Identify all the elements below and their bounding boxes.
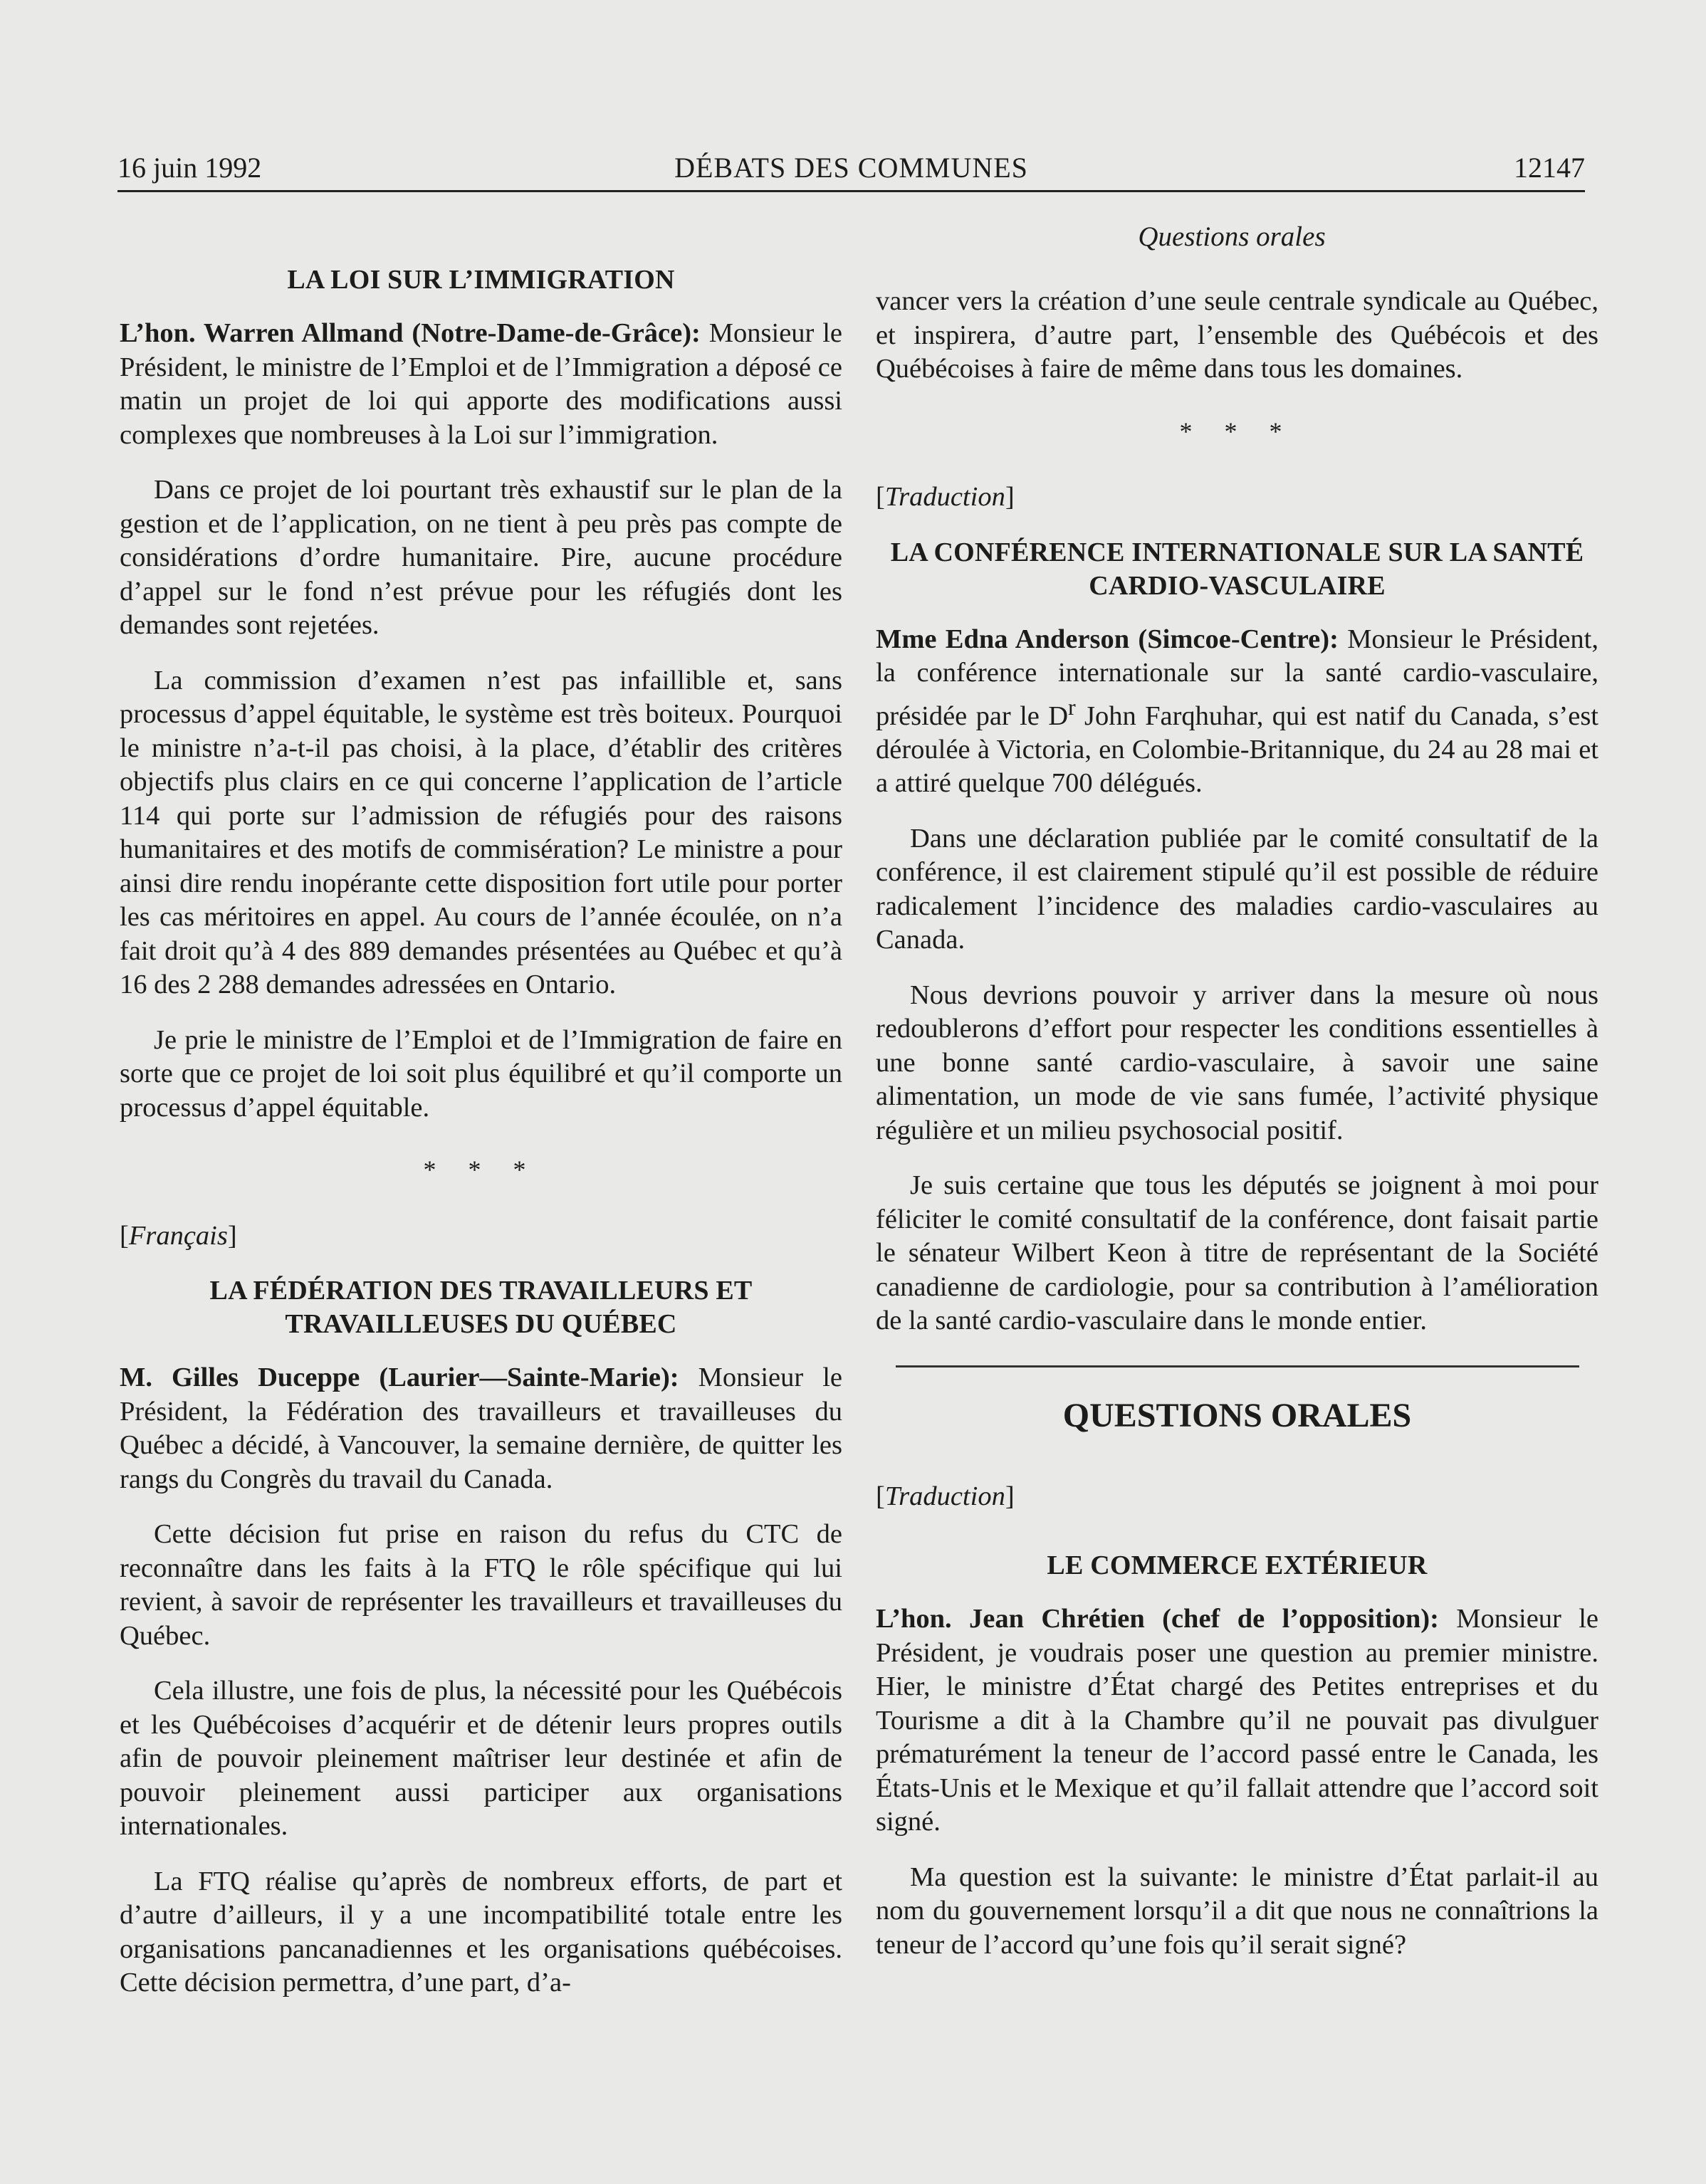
language-label: Français (128, 1220, 228, 1251)
paragraph-text: John Farqhuhar, qui est natif du Canada, s’est déroulée à Victoria, en Colombie-Britannique, du 24 au 28 mai et a attiré quelque 700 délégués. (876, 700, 1599, 799)
paragraph-text: Monsieur le Président, je voudrais poser une question au premier ministre. Hier, le ministre d’État chargé des Petites entreprises et du Tourisme a dit à la Chambre qu’il ne pouvait pas divulguer prématurément la teneur de l’accord passé entre le Canada, les États-Unis et le Mexique et qu’il fallait attendre que l’accord soit signé. (876, 1604, 1598, 1837)
statement-allmand (120, 317, 842, 452)
section-separator: * * * (423, 1155, 539, 1184)
paragraph: Je prie le ministre de l’Emploi et de l’Immigration de faire en sorte que ce projet de loi soit plus équilibré et qu’il comporte un processus d’appel équitable. (120, 1024, 842, 1123)
header-title: DÉBATS DES COMMUNES (674, 152, 1028, 184)
heading-immigration: LA LOI SUR L’IMMIGRATION (287, 265, 675, 295)
paragraph: Cette décision fut prise en raison du refus du CTC de reconnaître dans les faits à la FTQ le rôle spécifique qui lui revient, à savoir de représenter les travailleurs et travailleuses du Québec. (120, 1519, 842, 1651)
left-column (120, 263, 842, 2022)
heading-conference: LA CONFÉRENCE INTERNATIONALE SUR LA SANTÉ CARDIO-VASCULAIRE (890, 537, 1584, 601)
speaker-name: Mme Edna Anderson (Simcoe-Centre): (876, 624, 1339, 654)
language-label: Traduction (884, 1481, 1005, 1511)
paragraph: Dans ce projet de loi pourtant très exhaustif sur le plan de la gestion et de l’application, on ne tient à peu près pas compte de considérations d’ordre humanitaire. Pire, aucune procédure d’appel sur le fond n’est prévue pour les réfugiés dont les demandes sont rejetées. (120, 475, 842, 640)
paragraph: Dans une déclaration publiée par le comité consultatif de la conférence, il est clairement stipulé qu’il est possible de réduire radicalement l’incidence des maladies cardio-vasculaires au Canada. (876, 823, 1598, 955)
language-marker: [Traduction] (876, 1481, 1015, 1511)
running-head: Questions orales (1138, 221, 1326, 252)
statement-anderson (876, 623, 1598, 801)
paragraph-text: Monsieur le Président, la Fédération des travailleurs et travailleuses du Québec a décidé, à Vancouver, la semaine dernière, de quitter les rangs du Congrès du travail du Canada. (120, 1363, 843, 1494)
paragraph: Nous devrions pouvoir y arriver dans la mesure où nous redoublerons d’effort pour respecter les conditions essentielles à une bonne santé cardio-vasculaire, à savoir une saine alimentation, un mode de vie sans fumée, l’activité physique régulière et un milieu psychosocial positif. (876, 980, 1598, 1145)
paragraph-continued: vancer vers la création d’une seule centrale syndicale au Québec, et inspirera, d’autre part, l’ensemble des Québécois et des Québécoises à faire de même dans tous les domaines. (876, 286, 1598, 384)
page-header (117, 146, 1585, 192)
superscript: r (1068, 693, 1076, 720)
paragraph: Ma question est la suivante: le ministre d’État parlait-il au nom du gouvernement lorsqu’il a dit que nous ne connaîtrions la teneur de l’accord qu’une fois qu’il serait signé? (876, 1862, 1598, 1960)
statement-chretien (876, 1602, 1598, 1839)
statement-duceppe (120, 1361, 842, 1496)
paragraph: La FTQ réalise qu’après de nombreux efforts, de part et d’autre d’ailleurs, il y a une incompatibilité totale entre les organisations pancanadiennes et les organisations québécoises. Cette décision permettra, d’une part, d’a- (120, 1866, 842, 1997)
language-label: Traduction (884, 482, 1005, 512)
language-marker: [Traduction] (876, 482, 1015, 512)
section-separator: * * * (1179, 416, 1295, 446)
section-divider (896, 1365, 1579, 1367)
speaker-name: L’hon. Warren Allmand (Notre-Dame-de-Grâce): (120, 318, 701, 348)
language-marker: [Français] (120, 1220, 237, 1251)
page-number: 12147 (1514, 152, 1585, 184)
heading-commerce: LE COMMERCE EXTÉRIEUR (1047, 1550, 1428, 1581)
speaker-name: L’hon. Jean Chrétien (chef de l’opposition): (876, 1604, 1439, 1634)
paragraph: Je suis certaine que tous les députés se joignent à moi pour féliciter le comité consultatif de la conférence, dont faisait partie le sénateur Wilbert Keon à titre de représentant de la Société canadienne de cardiologie, pour sa contribution à l’amélioration de la santé cardio-vasculaire dans le monde entier. (876, 1170, 1598, 1336)
paragraph: La commission d’examen n’est pas infaillible et, sans processus d’appel équitable, le système est très boiteux. Pourquoi le ministre n’a-t-il pas choisi, à la place, d’établir des critères objectifs plus clairs en ce qui concerne l’application de l’article 114 qui porte sur l’admission de réfugiés pour des raisons humanitaires et des motifs de commisération? Le ministre a pour ainsi dire rendu inopérante cette disposition fort utile pour porter les cas méritoires en appel. Au cours de l’année écoulée, on n’a fait droit qu’à 4 des 889 demandes présentées au Québec et qu’à 16 des 2 288 demandes adressées en Ontario. (120, 665, 842, 999)
paragraph-text: Monsieur le Président, la conférence internationale sur la santé cardio-vasculaire, présidée par le D (876, 624, 1599, 731)
speaker-name: M. Gilles Duceppe (Laurier—Sainte-Marie): (120, 1363, 679, 1392)
paragraph-text: Monsieur le Président, le ministre de l’Emploi et de l’Immigration a déposé ce matin un projet de loi qui apporte des modifications aussi complexes que nombreuses à la Loi sur l’immigration. (120, 318, 843, 450)
heading-questions-orales: QUESTIONS ORALES (1062, 1396, 1412, 1434)
heading-ftq: LA FÉDÉRATION DES TRAVAILLEURS ET TRAVAILLEUSES DU QUÉBEC (209, 1276, 753, 1339)
header-date: 16 juin 1992 (117, 152, 262, 184)
paragraph: Cela illustre, une fois de plus, la nécessité pour les Québécois et les Québécoises d’acquérir et de détenir leurs propres outils afin de pouvoir pleinement maîtriser leur destinée et afin de pouvoir pleinement aussi participer aux organisations internationales. (120, 1676, 842, 1841)
right-column (876, 265, 1598, 1983)
